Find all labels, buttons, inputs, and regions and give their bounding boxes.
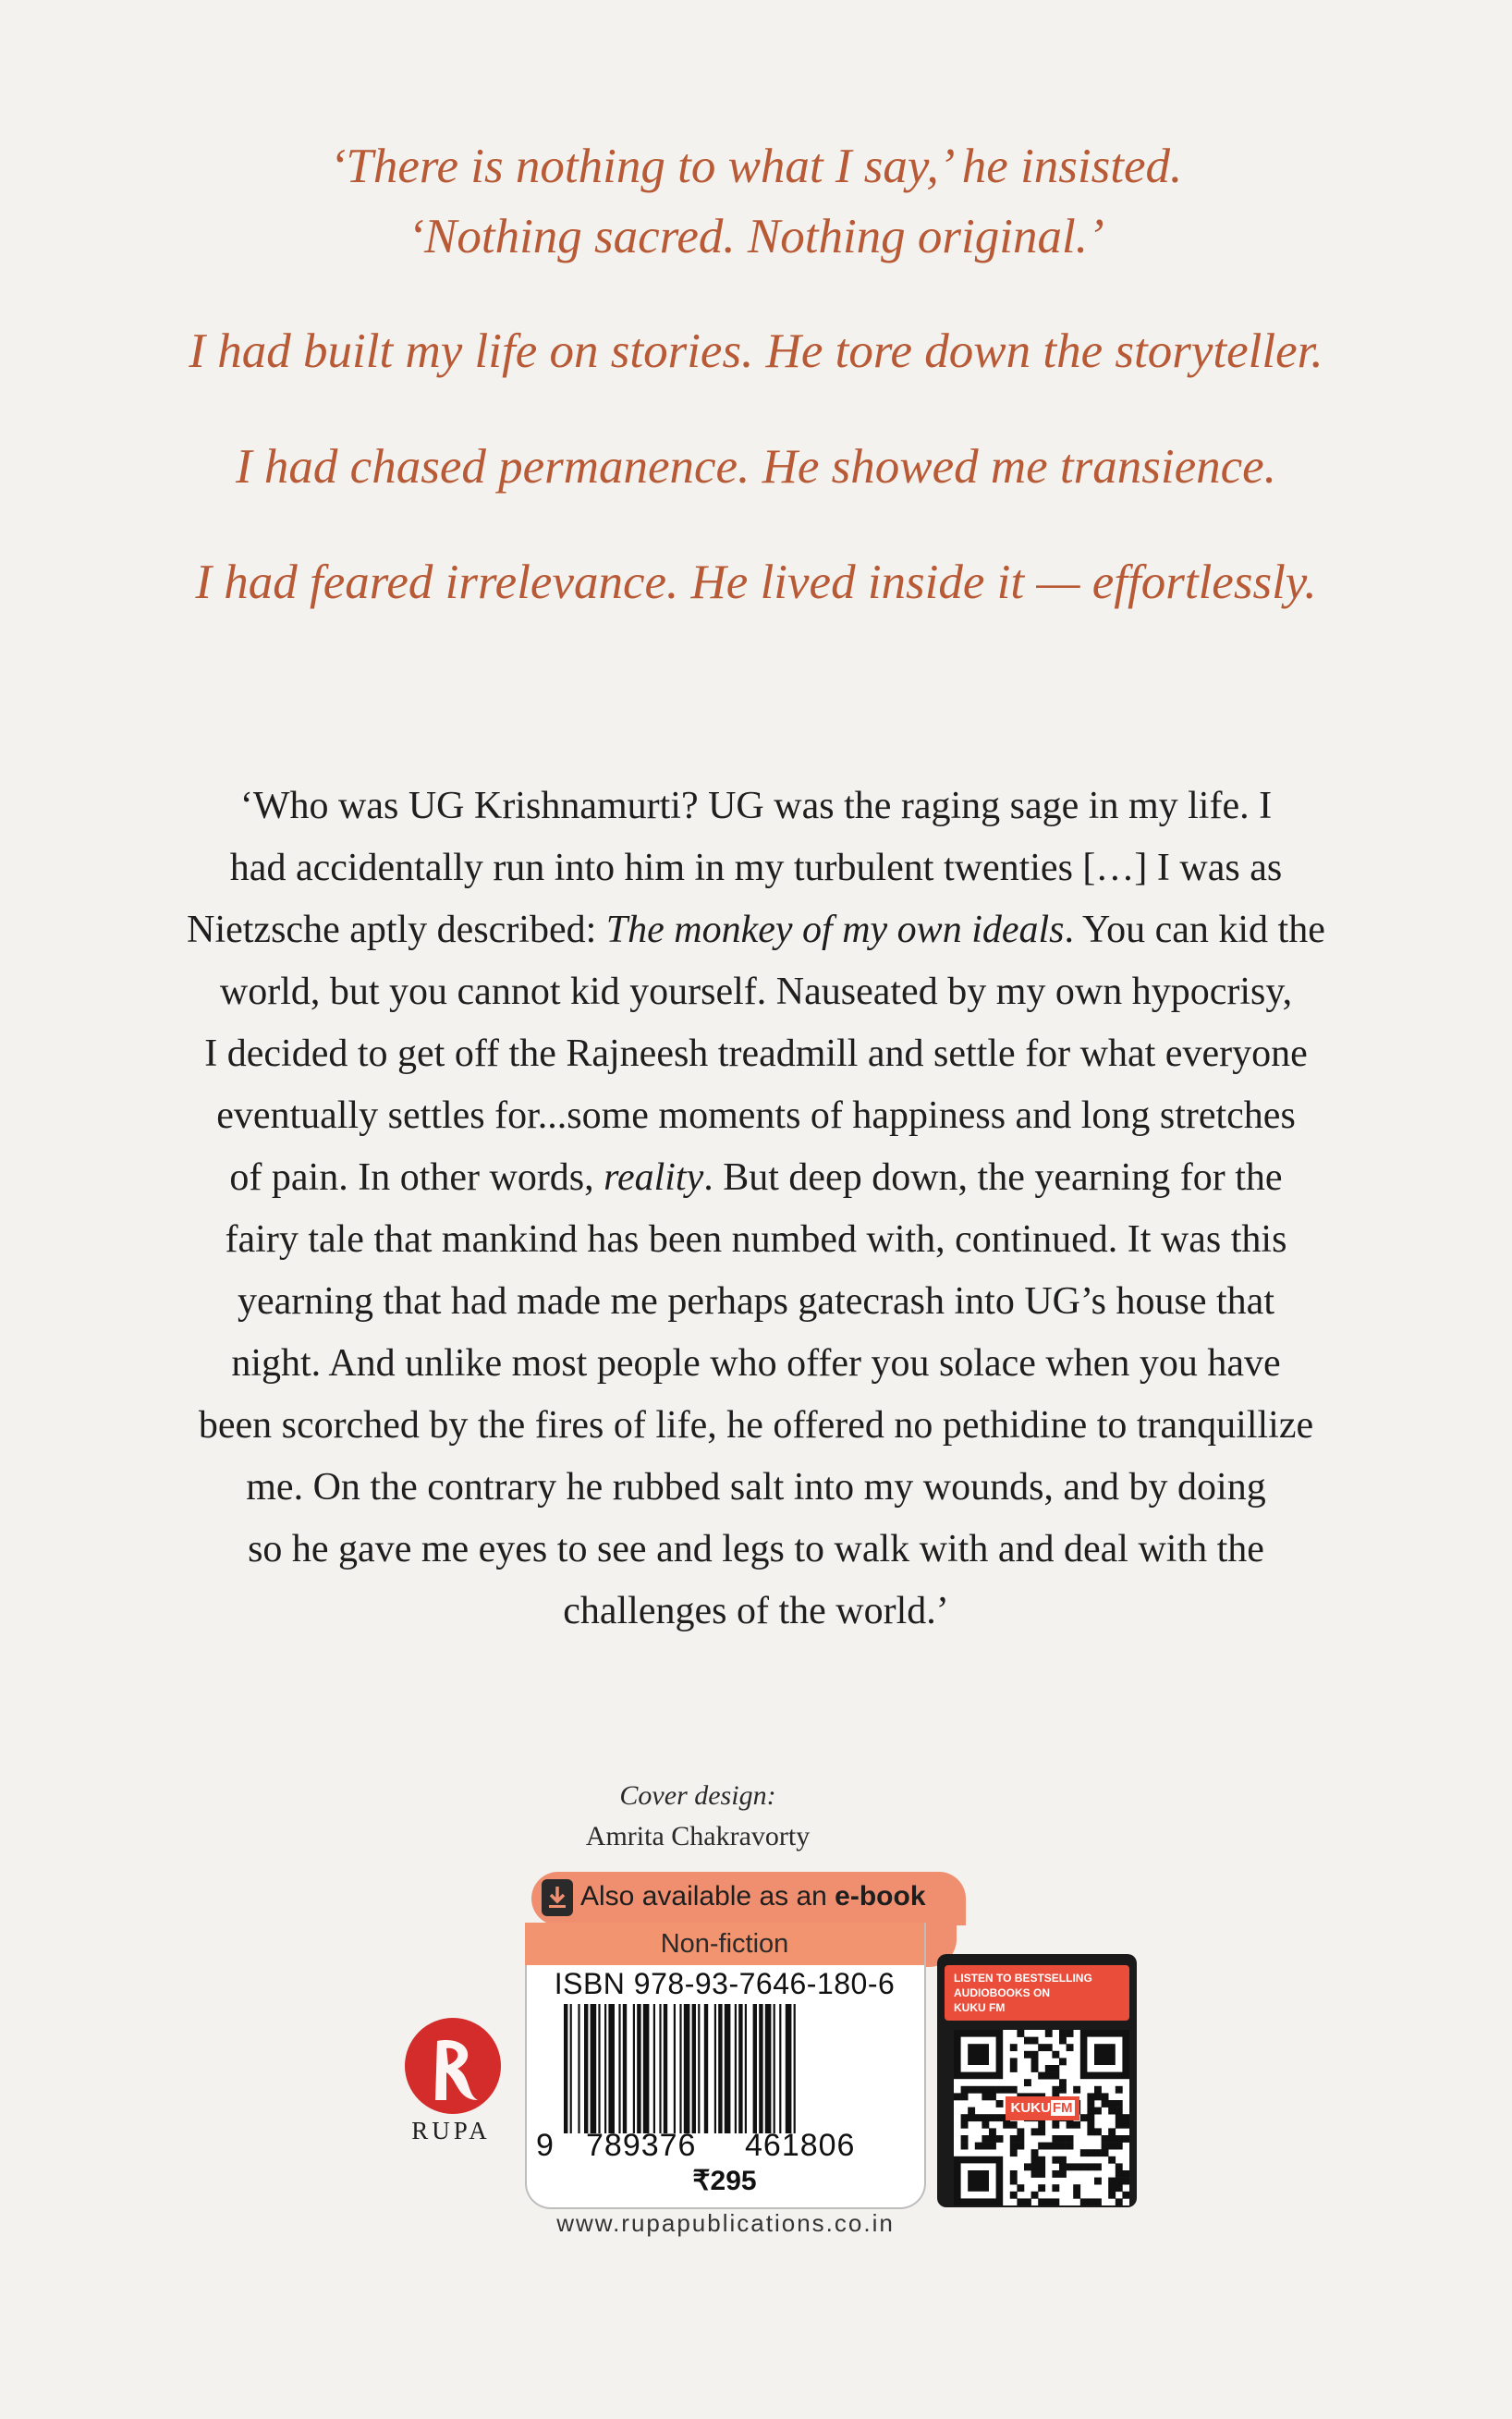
barcode-bar	[794, 2004, 796, 2133]
qr-module	[1024, 2079, 1031, 2086]
qr-module	[1010, 2044, 1018, 2051]
blurb-line: I decided to get off the Rajneesh treadmill and settle for what everyone	[204, 1032, 1308, 1075]
qr-module	[1045, 2198, 1053, 2205]
qr-module	[1080, 2114, 1088, 2121]
qr-module	[1052, 2143, 1059, 2150]
qr-module	[1080, 2163, 1088, 2170]
blurb-line: eventually settles for...some moments of happiness and long stretches	[216, 1094, 1296, 1137]
qr-module	[975, 2114, 982, 2121]
qr-module	[1045, 2030, 1053, 2037]
barcode-bar	[623, 2004, 627, 2133]
quote-line-5: I had feared irrelevance. He lived inside it — effortlessly.	[195, 556, 1317, 609]
barcode-bar	[684, 2004, 690, 2133]
barcode-bar	[698, 2004, 700, 2133]
blurb-line: of pain. In other words, reality. But deep down, the yearning for the	[229, 1156, 1283, 1199]
qr-module	[1087, 2198, 1094, 2205]
qr-module	[968, 2086, 975, 2094]
qr-module	[1116, 2107, 1123, 2115]
barcode-bar	[692, 2004, 696, 2133]
qr-module	[961, 2086, 969, 2094]
blurb-line: ‘Who was UG Krishnamurti? UG was the raging sage in my life. I	[239, 785, 1273, 827]
qr-module	[1122, 2178, 1129, 2185]
qr-finder	[968, 2044, 989, 2065]
qr-module	[989, 2128, 996, 2135]
barcode-bar	[653, 2004, 655, 2133]
blurb-line: night. And unlike most people who offer you solace when you have	[231, 1342, 1281, 1385]
qr-module	[968, 2107, 975, 2115]
qr-module	[1122, 2114, 1129, 2121]
qr-module	[1010, 2058, 1018, 2065]
barcode-bar	[759, 2004, 762, 2133]
qr-module	[1094, 2107, 1102, 2115]
qr-module	[1102, 2149, 1109, 2156]
qr-module	[1122, 2170, 1129, 2178]
barcode-bar	[659, 2004, 661, 2133]
qr-module	[982, 2093, 989, 2100]
qr-module	[1059, 2079, 1067, 2086]
qr-module	[1122, 2135, 1129, 2143]
qr-module	[975, 2086, 982, 2094]
qr-module	[1073, 2192, 1080, 2199]
qr-module	[1108, 2143, 1116, 2150]
qr-module	[1045, 2044, 1053, 2051]
qr-module	[1010, 2143, 1018, 2150]
qr-module	[1102, 2093, 1109, 2100]
qr-module	[1059, 2163, 1067, 2170]
qr-module	[1108, 2184, 1116, 2192]
qr-module	[1031, 2163, 1039, 2170]
qr-module	[1010, 2178, 1018, 2185]
qr-module	[1067, 2135, 1074, 2143]
qr-module	[982, 2143, 989, 2150]
qr-module	[1010, 2065, 1018, 2072]
qr-module	[1080, 2198, 1088, 2205]
qr-module	[1031, 2170, 1039, 2178]
blurb-line: me. On the contrary he rubbed salt into my wounds, and by doing	[246, 1466, 1266, 1509]
barcode-bar	[643, 2004, 650, 2133]
genre-label: Non-fiction	[525, 1923, 924, 1965]
barcode-bar	[745, 2004, 747, 2133]
qr-module	[1031, 2037, 1039, 2045]
qr-module	[1010, 2121, 1018, 2129]
qr-module	[1073, 2121, 1080, 2129]
barcode-bar	[765, 2004, 772, 2133]
qr-module	[1080, 2149, 1088, 2156]
qr-module	[961, 2114, 969, 2121]
qr-module	[996, 2135, 1004, 2143]
qr-module	[1038, 2163, 1045, 2170]
qr-module	[1102, 2143, 1109, 2150]
barcode-bar	[718, 2004, 722, 2133]
qr-module	[1017, 2030, 1024, 2037]
blurb-line: challenges of the world.’	[563, 1590, 949, 1632]
barcode-bar	[578, 2004, 579, 2133]
qr-module	[1122, 2192, 1129, 2199]
qr-module	[1067, 2030, 1074, 2037]
barcode-bar	[753, 2004, 757, 2133]
qr-module	[996, 2086, 1004, 2094]
barcode-bar	[618, 2004, 620, 2133]
qr-module	[1087, 2114, 1094, 2121]
qr-module	[982, 2086, 989, 2094]
barcode-bar	[608, 2004, 615, 2133]
qr-module	[1073, 2184, 1080, 2192]
qr-module	[968, 2114, 975, 2121]
qr-module	[1038, 2072, 1045, 2080]
qr-module	[1116, 2178, 1123, 2185]
barcode-bar	[633, 2004, 635, 2133]
qr-module	[1059, 2037, 1067, 2045]
qr-module	[1031, 2192, 1039, 2199]
qr-module	[1122, 2121, 1129, 2129]
qr-module	[989, 2086, 996, 2094]
qr-module	[996, 2114, 1004, 2121]
qr-module	[1052, 2065, 1059, 2072]
qr-module	[1052, 2086, 1059, 2094]
qr-module	[1038, 2044, 1045, 2051]
qr-module	[1031, 2156, 1039, 2164]
blurb-line: yearning that had made me perhaps gatecrash into UG’s house that	[238, 1280, 1274, 1323]
qr-module	[1017, 2135, 1024, 2143]
qr-module	[1010, 2086, 1018, 2094]
qr-module	[1010, 2192, 1018, 2199]
barcode-bar	[570, 2004, 572, 2133]
qr-module	[975, 2143, 982, 2150]
barcode	[564, 2004, 887, 2133]
barcode-bar	[735, 2004, 737, 2133]
blurb-line: so he gave me eyes to see and legs to walk with and deal with the	[248, 1528, 1264, 1570]
ebook-label: Also available as an e-book	[580, 1881, 926, 1912]
qr-module	[1052, 2184, 1059, 2192]
qr-module	[1087, 2128, 1094, 2135]
qr-module	[1003, 2086, 1010, 2094]
kuku-fm-logo: KUKU FM	[1006, 2096, 1079, 2120]
qr-module	[1116, 2135, 1123, 2143]
blurb-line: Nietzsche aptly described: The monkey of my own ideals. You can kid the	[187, 909, 1325, 951]
qr-module	[1087, 2100, 1094, 2107]
cover-design-label: Cover design:	[619, 1780, 776, 1811]
qr-module	[1038, 2198, 1045, 2205]
qr-module	[1038, 2170, 1045, 2178]
qr-module	[1052, 2051, 1059, 2059]
barcode-bar	[774, 2004, 775, 2133]
qr-module	[1116, 2184, 1123, 2192]
qr-module	[1094, 2128, 1102, 2135]
qr-module	[1073, 2163, 1080, 2170]
qr-module	[1045, 2143, 1053, 2150]
qr-module	[1052, 2198, 1059, 2205]
qr-module	[961, 2135, 969, 2143]
quote-line-1: ‘There is nothing to what I say,’ he insisted.	[329, 140, 1183, 193]
qr-module	[1067, 2121, 1074, 2129]
qr-module	[1108, 2107, 1116, 2115]
qr-module	[1052, 2170, 1059, 2178]
qr-module	[1102, 2100, 1109, 2107]
qr-module	[961, 2093, 969, 2100]
qr-module	[1031, 2058, 1039, 2065]
qr-module	[1010, 2170, 1018, 2178]
qr-module	[1059, 2156, 1067, 2164]
quote-line-2: ‘Nothing sacred. Nothing original.’	[408, 210, 1104, 263]
blurb-line: been scorched by the fires of life, he offered no pethidine to tranquillize	[198, 1404, 1314, 1447]
qr-module	[1017, 2198, 1024, 2205]
qr-module	[1116, 2121, 1123, 2129]
qr-module	[1087, 2121, 1094, 2129]
qr-module	[1038, 2156, 1045, 2164]
qr-module	[1017, 2143, 1024, 2150]
qr-module	[1108, 2156, 1116, 2164]
qr-module	[1116, 2086, 1123, 2094]
qr-module	[1116, 2170, 1123, 2178]
qr-module	[1059, 2030, 1067, 2037]
qr-module	[1067, 2044, 1074, 2051]
download-icon	[542, 1879, 573, 1916]
qr-module	[1003, 2121, 1010, 2129]
qr-module	[1010, 2149, 1018, 2156]
qr-module	[1031, 2128, 1039, 2135]
qr-module	[1094, 2163, 1102, 2170]
qr-module	[1067, 2163, 1074, 2170]
barcode-bar	[704, 2004, 708, 2133]
barcode-bar	[738, 2004, 742, 2133]
qr-module	[1108, 2178, 1116, 2185]
qr-module	[1045, 2065, 1053, 2072]
qr-finder	[968, 2170, 989, 2192]
qr-module	[1031, 2149, 1039, 2156]
website-url: www.rupapublications.co.in	[556, 2209, 895, 2237]
barcode-bar	[679, 2004, 681, 2133]
qr-module	[1116, 2114, 1123, 2121]
qr-module	[1094, 2086, 1102, 2094]
qr-module	[954, 2093, 961, 2100]
qr-module	[1038, 2121, 1045, 2129]
barcode-bar	[725, 2004, 731, 2133]
qr-module	[1108, 2135, 1116, 2143]
qr-module	[1087, 2107, 1094, 2115]
qr-module	[1073, 2086, 1080, 2094]
qr-module	[1087, 2163, 1094, 2170]
qr-module	[989, 2114, 996, 2121]
qr-module	[989, 2093, 996, 2100]
qr-module	[1094, 2198, 1102, 2205]
qr-module	[1108, 2100, 1116, 2107]
qr-module	[1045, 2072, 1053, 2080]
qr-module	[1052, 2072, 1059, 2080]
qr-module	[1052, 2121, 1059, 2129]
qr-module	[1108, 2192, 1116, 2199]
barcode-bar	[591, 2004, 597, 2133]
qr-module	[1116, 2163, 1123, 2170]
qr-module	[961, 2143, 969, 2150]
qr-module	[1116, 2198, 1123, 2205]
rupa-logo-icon	[402, 2015, 504, 2117]
qr-module	[1017, 2184, 1024, 2192]
qr-module	[1024, 2163, 1031, 2170]
barcode-bar	[584, 2004, 588, 2133]
qr-module	[1024, 2037, 1031, 2045]
blurb-line: fairy tale that mankind has been numbed with, continued. It was this	[225, 1218, 1287, 1261]
qr-module	[1102, 2135, 1109, 2143]
barcode-bar	[637, 2004, 640, 2133]
qr-module	[1031, 2065, 1039, 2072]
cover-designer-name: Amrita Chakravorty	[585, 1821, 811, 1851]
barcode-bar	[786, 2004, 792, 2133]
qr-finder	[1094, 2044, 1116, 2065]
qr-module	[1116, 2100, 1123, 2107]
qr-module	[1059, 2143, 1067, 2150]
qr-module	[961, 2121, 969, 2129]
qr-module	[1067, 2143, 1074, 2150]
isbn-text: ISBN 978-93-7646-180-6	[554, 1967, 896, 2000]
price: ₹295	[692, 2166, 757, 2196]
barcode-bar	[598, 2004, 600, 2133]
barcode-bar	[779, 2004, 781, 2133]
qr-module	[1116, 2143, 1123, 2150]
barcode-bar	[664, 2004, 667, 2133]
qr-module	[982, 2121, 989, 2129]
qr-module	[1087, 2093, 1094, 2100]
blurb-line: world, but you cannot kid yourself. Nauseated by my own hypocrisy,	[219, 971, 1293, 1013]
blurb-line: had accidentally run into him in my turbulent twenties […] I was as	[229, 847, 1283, 889]
qr-module	[1010, 2135, 1018, 2143]
qr-module	[1059, 2135, 1067, 2143]
qr-module	[1038, 2128, 1045, 2135]
qr-module	[982, 2135, 989, 2143]
qr-module	[1059, 2058, 1067, 2065]
qr-module	[1024, 2198, 1031, 2205]
qr-module	[982, 2114, 989, 2121]
barcode-bar	[564, 2004, 567, 2133]
qr-module	[989, 2143, 996, 2150]
qr-module	[1094, 2093, 1102, 2100]
qr-module	[1038, 2143, 1045, 2150]
book-title-italic: The monkey of my own ideals	[605, 909, 1065, 951]
quote-line-3: I had built my life on stories. He tore down the storyteller.	[189, 324, 1323, 378]
reality-italic: reality	[604, 1156, 704, 1199]
qr-module	[1087, 2149, 1094, 2156]
qr-module	[1059, 2170, 1067, 2178]
qr-module	[1031, 2051, 1039, 2059]
publisher-name: RUPA	[411, 2117, 491, 2144]
qr-module	[1108, 2128, 1116, 2135]
qr-module	[1052, 2156, 1059, 2164]
qr-module	[1024, 2051, 1031, 2059]
qr-module	[1094, 2149, 1102, 2156]
qr-module	[1017, 2128, 1024, 2135]
qr-module	[1094, 2178, 1102, 2185]
barcode-bar	[604, 2004, 606, 2133]
qr-module	[996, 2100, 1004, 2107]
qr-module	[1059, 2086, 1067, 2094]
barcode-bar	[674, 2004, 676, 2133]
barcode-bar	[714, 2004, 716, 2133]
kuku-promo-text: LISTEN TO BESTSELLING AUDIOBOOKS ON KUKU FM	[945, 1965, 1129, 2021]
quote-line-4: I had chased permanence. He showed me transience.	[236, 440, 1276, 494]
qr-module	[1052, 2135, 1059, 2143]
qr-module	[989, 2135, 996, 2143]
qr-module	[1038, 2184, 1045, 2192]
